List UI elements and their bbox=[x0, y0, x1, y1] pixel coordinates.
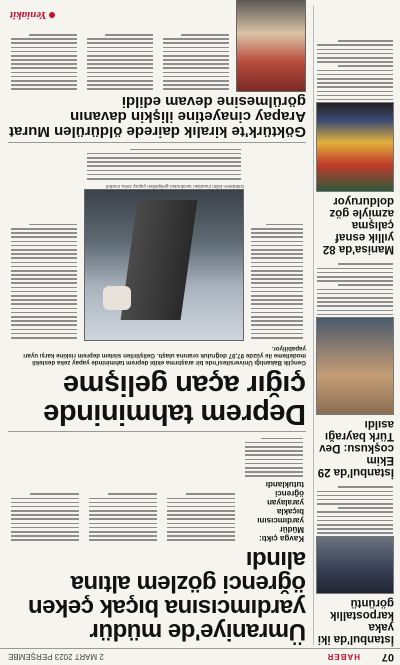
story1-body bbox=[317, 486, 393, 534]
main-story-headline: Deprem tahmininde çığır açan gelişme bbox=[43, 369, 306, 431]
brand-logo bbox=[10, 9, 55, 21]
story2-body bbox=[317, 264, 393, 316]
story1-photo bbox=[316, 536, 394, 594]
date-line: 2 MART 2023 PERŞEMBE bbox=[8, 652, 104, 661]
story2-headline: İstanbul'da 29 Ekim coşkusu: Dev Türk bayrağı asıldı bbox=[317, 418, 394, 479]
main-story-photo-caption: Gökdelen bilim insanları tarafından geliştirilen yapay zeka modeli bbox=[106, 182, 244, 188]
main-story-body-a bbox=[251, 224, 303, 339]
page-number: 07 bbox=[381, 651, 394, 663]
story3-photo bbox=[316, 103, 394, 193]
top-story-body-a bbox=[167, 493, 235, 541]
story2-photo bbox=[316, 317, 394, 415]
bottom-story-headline: Göktürk'te kiralık dairede öldürülen Murat Arapay cinayetine ilişkin davanın görülmesine devam edildi bbox=[9, 93, 306, 141]
top-story-body-b bbox=[89, 493, 157, 541]
section-label: HABER bbox=[326, 652, 360, 661]
top-story-subhead: Kavga çıktı: Müdür yardımcısını bıçakla yaralayan öğrenci tutuklandı bbox=[257, 480, 304, 543]
main-story-photo bbox=[84, 189, 244, 341]
main-story-deck: Gençlik Bakanlığı Üniversitesi'nde bir araştırma ekibi deprem tahmininde yapay zeka destekli modelleme ile yüzde 97,97 doğruluk oranına ulaştı. Geliştirilen sistem deprem riskine karşı uyarı yapabiliyor. bbox=[23, 344, 306, 367]
brand-name: Yeniakit bbox=[10, 9, 47, 21]
bottom-story-body-b bbox=[87, 34, 153, 90]
bottom-story-body-a bbox=[163, 34, 229, 90]
story1-headline: İstanbul'da iki yaka karpostallık görüntü bbox=[317, 597, 394, 645]
divider bbox=[8, 431, 306, 432]
left-column bbox=[313, 5, 396, 645]
brand-logo-icon bbox=[49, 12, 55, 18]
top-story-headline: Ümraniye'de müdür yardımcısına bıçak çeken öğrenci gözlem altına alındı bbox=[28, 546, 306, 645]
divider bbox=[8, 142, 306, 143]
story3-body bbox=[317, 40, 393, 100]
top-story-subhead-body bbox=[245, 438, 303, 477]
main-story-body-c bbox=[11, 224, 77, 339]
main-column bbox=[4, 5, 310, 645]
story3-headline: Manisa'da 82 yıllık esnaf çalışma azmiyle göz dolduruyor bbox=[322, 195, 394, 256]
masthead-bar bbox=[0, 648, 400, 665]
bottom-story-body-c bbox=[11, 34, 77, 90]
top-story-body-c bbox=[11, 493, 79, 541]
bottom-story-photo bbox=[236, 0, 306, 92]
main-story-body-b bbox=[87, 149, 241, 180]
